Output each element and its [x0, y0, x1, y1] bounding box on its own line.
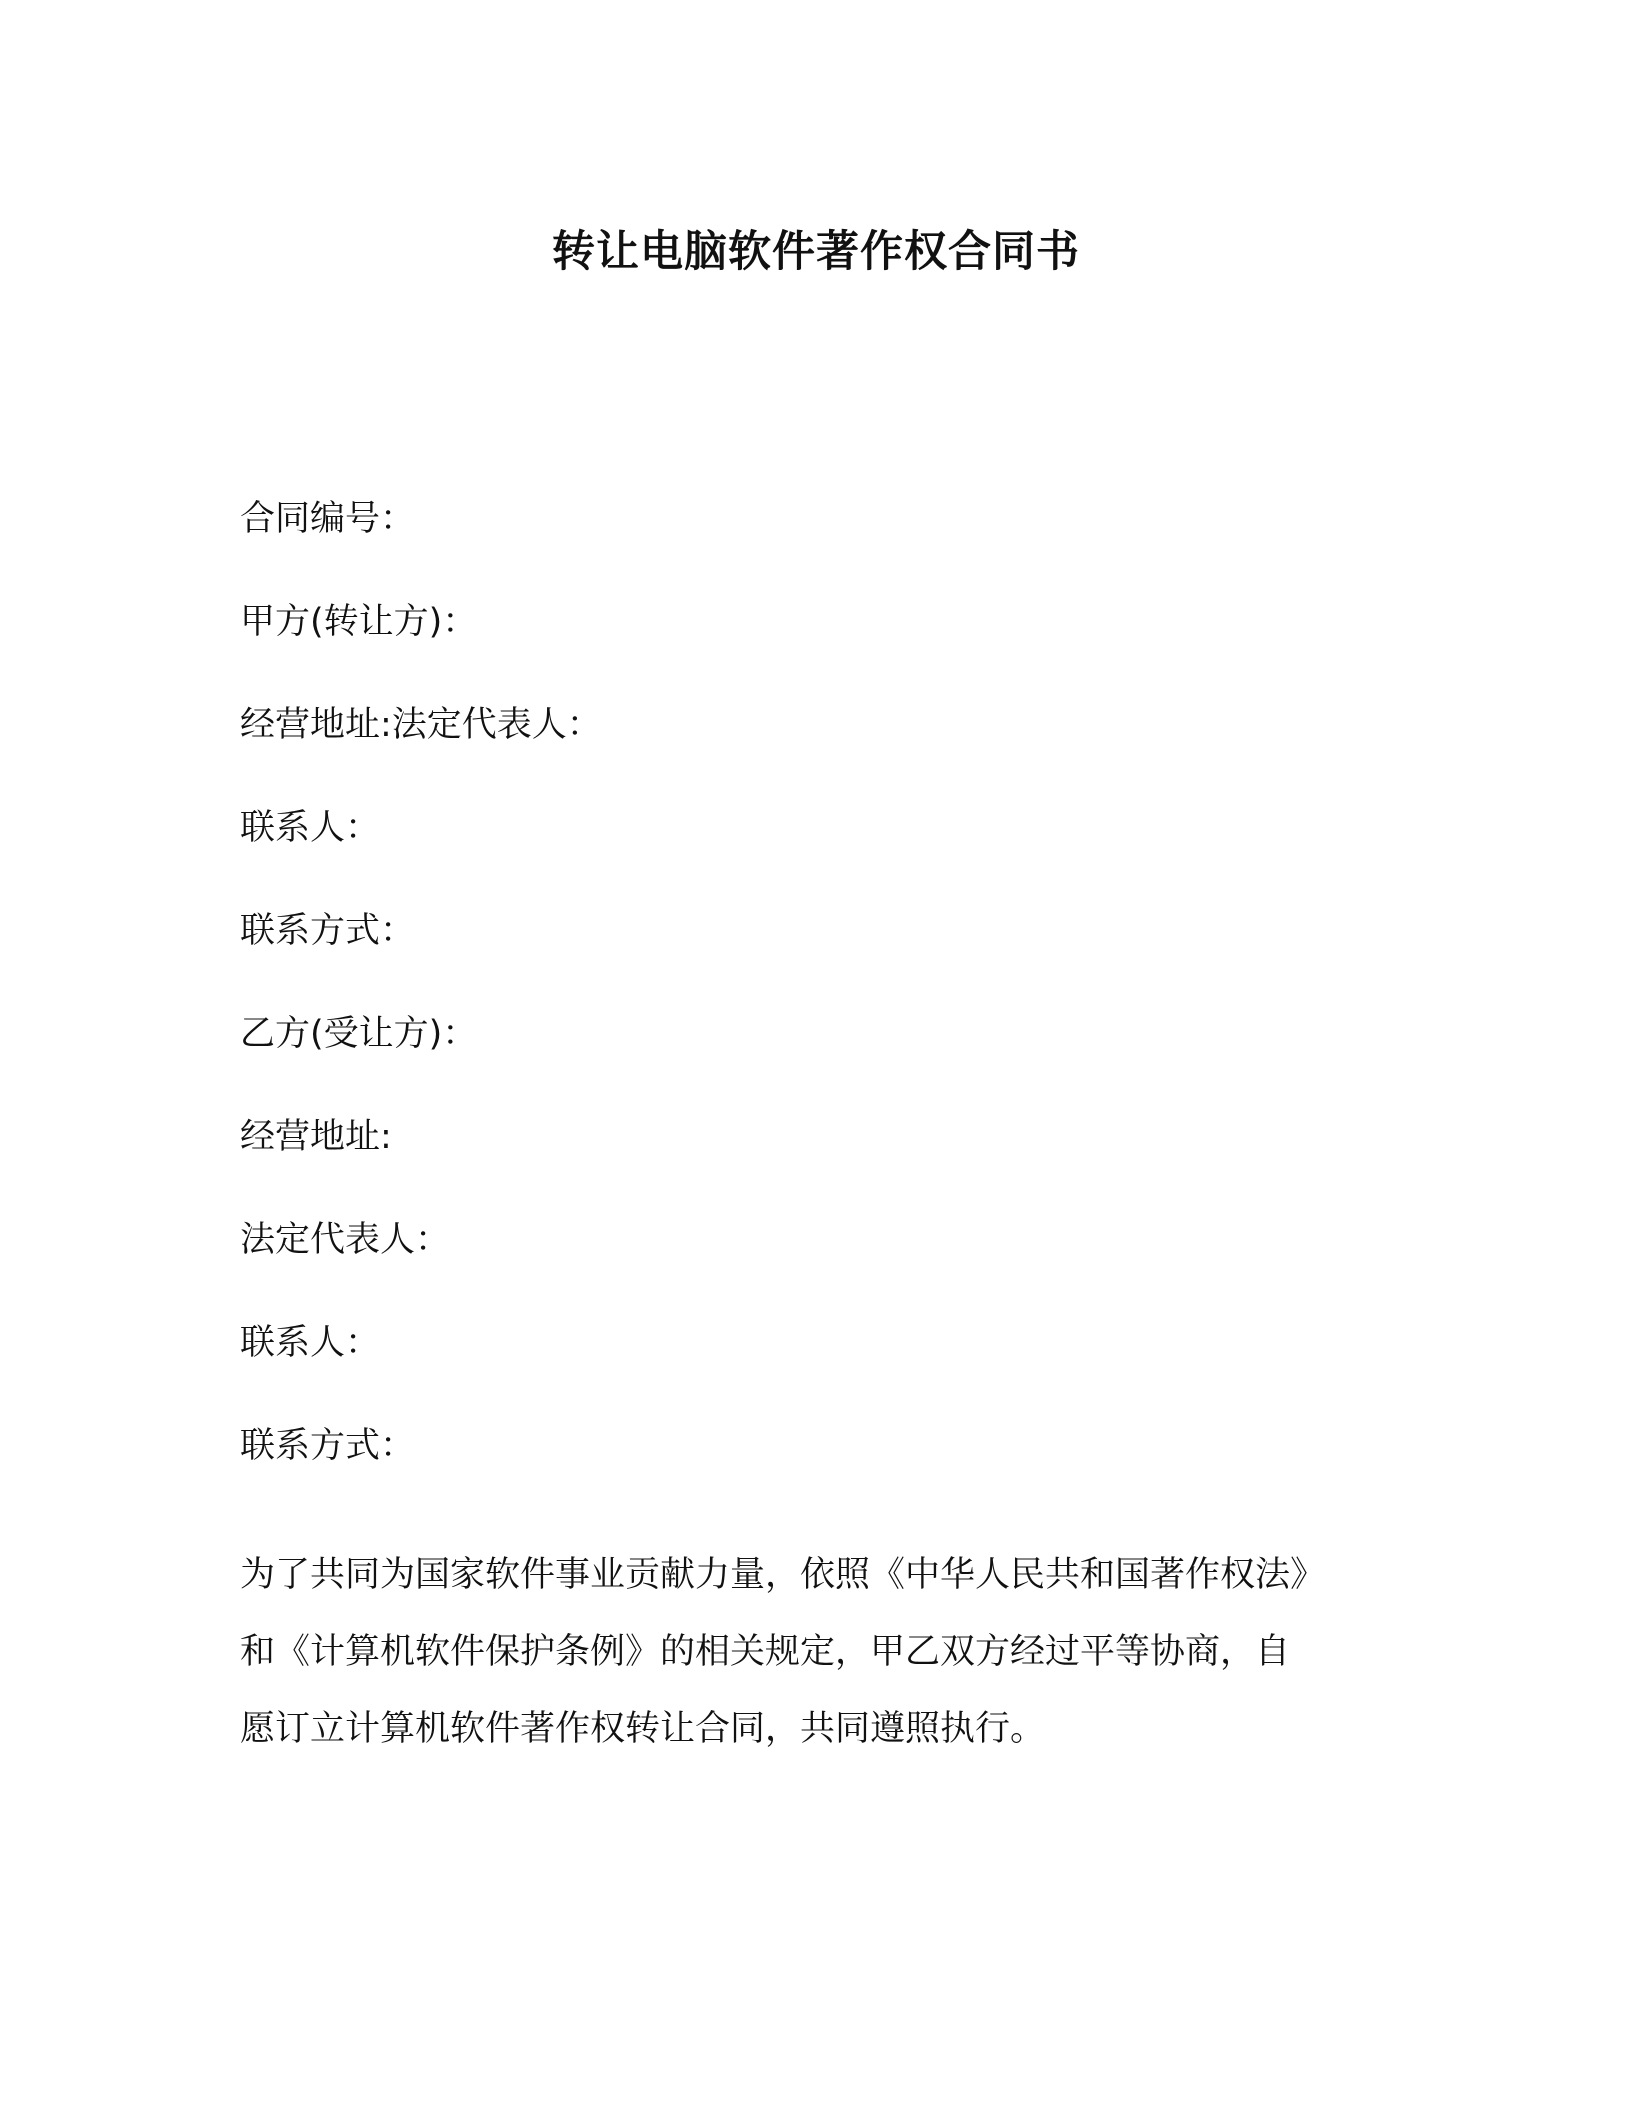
party-b-contact-method-field: 联系方式：: [240, 1426, 416, 1466]
intro-line: 为了共同为国家软件事业贡献力量，依照《中华人民共和国著作权法》: [240, 1555, 1326, 1595]
party-b-address-field: 经营地址:: [240, 1117, 392, 1157]
party-a-contact-person-field: 联系人：: [240, 808, 381, 848]
intro-line: 和《计算机软件保护条例》的相关规定，甲乙双方经过平等协商，自: [240, 1632, 1291, 1672]
party-b-representative-field: 法定代表人：: [240, 1220, 451, 1260]
party-b-field: 乙方(受让方)：: [240, 1014, 478, 1054]
document-title: 转让电脑软件著作权合同书: [552, 227, 1080, 277]
intro-line: 愿订立计算机软件著作权转让合同，共同遵照执行。: [240, 1709, 1046, 1749]
party-a-address-representative-field: 经营地址:法定代表人：: [240, 705, 602, 745]
party-field-list: [240, 494, 1400, 1524]
contract-number-field: 合同编号：: [240, 499, 416, 539]
party-a-contact-method-field: 联系方式：: [240, 911, 416, 951]
party-a-field: 甲方(转让方)：: [240, 602, 478, 642]
intro-paragraph: [240, 1537, 1400, 1768]
party-b-contact-person-field: 联系人：: [240, 1323, 381, 1363]
